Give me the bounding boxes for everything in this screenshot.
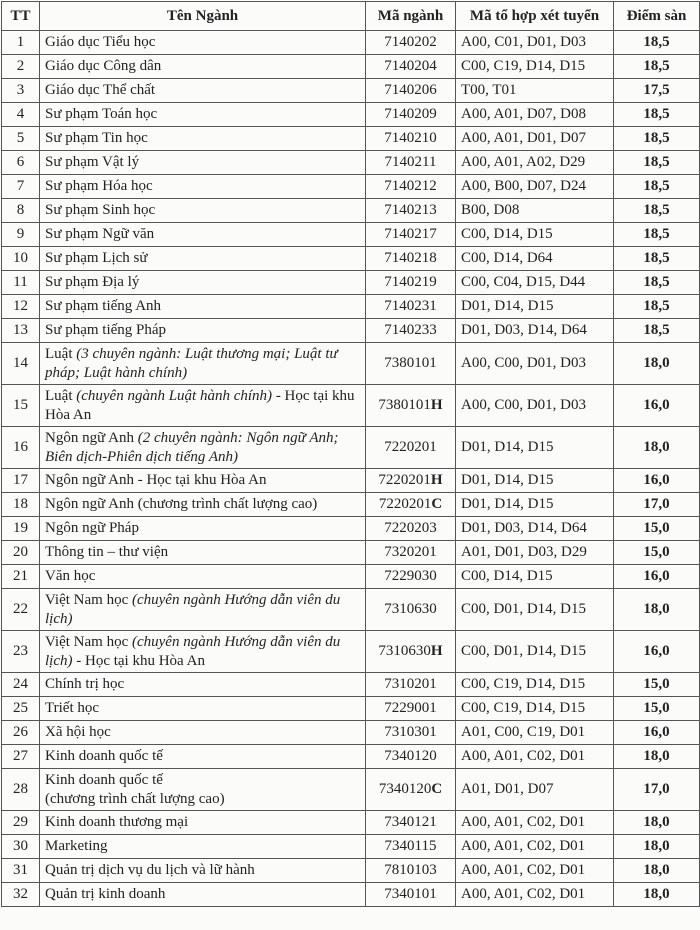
- major-code: 7229030: [384, 568, 437, 584]
- floor-score: 18,5: [614, 199, 700, 223]
- major-name-cell: [40, 631, 366, 673]
- floor-score: 18,5: [614, 31, 700, 55]
- row-number: 18: [2, 493, 40, 517]
- row-number: 7: [2, 175, 40, 199]
- subject-combination: A00, A01, C02, D01: [456, 745, 614, 769]
- major-code: 7340120: [378, 781, 432, 797]
- major-code-cell: [366, 493, 456, 517]
- floor-score: 16,0: [614, 565, 700, 589]
- major-name-cell: [40, 469, 366, 493]
- table-row: [2, 721, 700, 745]
- floor-score: 15,0: [614, 673, 700, 697]
- major-code-suffix: C: [431, 496, 443, 512]
- row-number: 15: [2, 385, 40, 427]
- major-name: Giáo dục Công dân: [45, 58, 162, 74]
- major-name: Ngôn ngữ Pháp: [45, 520, 139, 536]
- floor-score: 18,5: [614, 103, 700, 127]
- major-name: Ngôn ngữ Anh: [45, 429, 134, 446]
- floor-score: 18,0: [614, 835, 700, 859]
- subject-combination: A00, A01, A02, D29: [456, 151, 614, 175]
- major-name-cell: [40, 55, 366, 79]
- floor-score: 18,5: [614, 295, 700, 319]
- major-name-cell: [40, 127, 366, 151]
- row-number: 14: [2, 343, 40, 385]
- major-name: Thông tin – thư viện: [45, 544, 169, 560]
- floor-score: 18,5: [614, 223, 700, 247]
- major-code-cell: [366, 319, 456, 343]
- major-code: 7140212: [384, 178, 437, 194]
- major-code: 7380101: [384, 355, 437, 371]
- major-name: Sư phạm Ngữ văn: [45, 226, 155, 242]
- subject-combination: C00, D14, D64: [456, 247, 614, 271]
- major-name: Quản trị kinh doanh: [45, 886, 166, 902]
- floor-score: 17,5: [614, 79, 700, 103]
- row-number: 8: [2, 199, 40, 223]
- major-code: 7140218: [384, 250, 437, 266]
- subject-combination: C00, D01, D14, D15: [456, 631, 614, 673]
- subject-combination: A00, A01, C02, D01: [456, 859, 614, 883]
- major-name-cell: [40, 343, 366, 385]
- major-code-cell: [366, 55, 456, 79]
- major-code-cell: [366, 31, 456, 55]
- row-number: 1: [2, 31, 40, 55]
- floor-score: 17,0: [614, 769, 700, 811]
- major-code: 7140231: [384, 298, 437, 314]
- major-code: 7310630: [378, 643, 431, 659]
- header-tt: TT: [2, 2, 40, 31]
- major-name: Việt Nam học: [45, 591, 129, 608]
- major-name: Ngôn ngữ Anh (chương trình chất lượng cao): [45, 496, 318, 512]
- major-name: Sư phạm Vật lý: [45, 154, 140, 170]
- row-number: 9: [2, 223, 40, 247]
- table-row: [2, 127, 700, 151]
- row-number: 4: [2, 103, 40, 127]
- floor-score: 16,0: [614, 631, 700, 673]
- major-location: - Học tại khu Hòa An: [45, 387, 355, 423]
- header-major-code: Mã ngành: [366, 2, 456, 31]
- table-row: [2, 673, 700, 697]
- floor-score: 15,0: [614, 697, 700, 721]
- floor-score: 15,0: [614, 541, 700, 565]
- row-number: 5: [2, 127, 40, 151]
- subject-combination: D01, D14, D15: [456, 295, 614, 319]
- major-name-cell: [40, 673, 366, 697]
- major-code: 7220201: [384, 439, 437, 455]
- major-code: 7340101: [384, 886, 437, 902]
- floor-score: 16,0: [614, 721, 700, 745]
- major-name-cell: [40, 385, 366, 427]
- floor-score: 15,0: [614, 517, 700, 541]
- header-major-name: Tên Ngành: [40, 2, 366, 31]
- row-number: 13: [2, 319, 40, 343]
- major-code-cell: [366, 541, 456, 565]
- major-code-cell: [366, 385, 456, 427]
- table-row: [2, 835, 700, 859]
- table-row: [2, 493, 700, 517]
- major-code-suffix: H: [430, 472, 443, 488]
- floor-score: 18,5: [614, 319, 700, 343]
- major-code: 7220201: [378, 472, 431, 488]
- major-code: 7310301: [384, 724, 437, 740]
- major-code-suffix: H: [430, 643, 443, 659]
- major-name: Văn học: [45, 568, 96, 584]
- major-name: Triết học: [45, 700, 100, 716]
- major-code-cell: [366, 343, 456, 385]
- table-row: [2, 469, 700, 493]
- major-program: (chương trình chất lượng cao): [45, 790, 225, 807]
- major-code-cell: [366, 175, 456, 199]
- major-name-cell: [40, 295, 366, 319]
- subject-combination: A01, C00, C19, D01: [456, 721, 614, 745]
- major-name: Kinh doanh thương mại: [45, 814, 189, 830]
- floor-score: 18,0: [614, 811, 700, 835]
- major-name: Giáo dục Thể chất: [45, 82, 156, 98]
- major-name-cell: [40, 151, 366, 175]
- floor-score: 16,0: [614, 385, 700, 427]
- major-name-cell: [40, 721, 366, 745]
- major-code: 7140217: [384, 226, 437, 242]
- major-code-cell: [366, 151, 456, 175]
- row-number: 28: [2, 769, 40, 811]
- major-location: - Học tại khu Hòa An: [76, 652, 205, 669]
- table-row: [2, 631, 700, 673]
- major-code-cell: [366, 127, 456, 151]
- header-floor-score: Điểm sàn: [614, 2, 700, 31]
- row-number: 31: [2, 859, 40, 883]
- floor-score: 18,5: [614, 151, 700, 175]
- table-row: [2, 343, 700, 385]
- major-name: Sư phạm Địa lý: [45, 274, 140, 290]
- major-name-cell: [40, 247, 366, 271]
- major-name: Kinh doanh quốc tế: [45, 771, 163, 788]
- floor-score: 18,5: [614, 55, 700, 79]
- major-code-cell: [366, 223, 456, 247]
- major-name-cell: [40, 811, 366, 835]
- major-name: Kinh doanh quốc tế: [45, 748, 163, 764]
- major-note: (chuyên ngành Luật hành chính): [76, 387, 273, 404]
- table-row: [2, 79, 700, 103]
- major-name: Sư phạm tiếng Pháp: [45, 322, 167, 338]
- subject-combination: C00, C19, D14, D15: [456, 673, 614, 697]
- row-number: 25: [2, 697, 40, 721]
- major-code: 7310201: [384, 676, 437, 692]
- subject-combination: A00, A01, C02, D01: [456, 883, 614, 907]
- floor-score: 16,0: [614, 469, 700, 493]
- subject-combination: A00, A01, D01, D07: [456, 127, 614, 151]
- major-code: 7229001: [384, 700, 437, 716]
- major-name-cell: [40, 589, 366, 631]
- major-name: Luật: [45, 387, 73, 404]
- row-number: 12: [2, 295, 40, 319]
- table-row: [2, 319, 700, 343]
- table-row: [2, 565, 700, 589]
- row-number: 10: [2, 247, 40, 271]
- major-code: 7380101: [378, 397, 431, 413]
- row-number: 22: [2, 589, 40, 631]
- floor-score: 18,0: [614, 859, 700, 883]
- major-code: 7140211: [384, 154, 437, 170]
- major-name-cell: [40, 199, 366, 223]
- floor-score: 18,5: [614, 247, 700, 271]
- row-number: 19: [2, 517, 40, 541]
- subject-combination: D01, D14, D15: [456, 427, 614, 469]
- major-name: Sư phạm Tin học: [45, 130, 148, 146]
- major-name: Quản trị dịch vụ du lịch và lữ hành: [45, 862, 255, 878]
- row-number: 30: [2, 835, 40, 859]
- major-name: Việt Nam học: [45, 633, 129, 650]
- table-row: [2, 697, 700, 721]
- major-code-cell: [366, 427, 456, 469]
- subject-combination: A01, D01, D03, D29: [456, 541, 614, 565]
- major-code: 7340120: [384, 748, 437, 764]
- row-number: 21: [2, 565, 40, 589]
- row-number: 32: [2, 883, 40, 907]
- subject-combination: A01, D01, D07: [456, 769, 614, 811]
- table-row: [2, 745, 700, 769]
- major-note: (chuyên ngành Hướng dẫn viên du lịch): [45, 633, 341, 669]
- floor-score: 18,0: [614, 427, 700, 469]
- major-code: 7320201: [384, 544, 437, 560]
- major-note: (2 chuyên ngành: Ngôn ngữ Anh; Biên dịch-Phiên dịch tiếng Anh): [45, 429, 339, 465]
- subject-combination: C00, D14, D15: [456, 565, 614, 589]
- major-name-cell: [40, 175, 366, 199]
- floor-score: 18,5: [614, 127, 700, 151]
- major-name: Sư phạm Sinh học: [45, 202, 156, 218]
- major-code-cell: [366, 247, 456, 271]
- major-name-cell: [40, 223, 366, 247]
- major-name-cell: [40, 835, 366, 859]
- major-name: Sư phạm Lịch sử: [45, 250, 148, 266]
- subject-combination: A00, C00, D01, D03: [456, 343, 614, 385]
- table-row: [2, 385, 700, 427]
- header-row: [2, 2, 700, 31]
- row-number: 29: [2, 811, 40, 835]
- major-name-cell: [40, 565, 366, 589]
- major-code: 7140209: [384, 106, 437, 122]
- floor-score: 18,5: [614, 175, 700, 199]
- subject-combination: D01, D03, D14, D64: [456, 319, 614, 343]
- subject-combination: D01, D14, D15: [456, 469, 614, 493]
- major-code-cell: [366, 631, 456, 673]
- major-name-cell: [40, 103, 366, 127]
- major-name-cell: [40, 541, 366, 565]
- table-row: [2, 769, 700, 811]
- major-name-cell: [40, 31, 366, 55]
- table-row: [2, 427, 700, 469]
- major-code: 7220201: [378, 496, 432, 512]
- table-row: [2, 199, 700, 223]
- major-code-cell: [366, 721, 456, 745]
- major-code-cell: [366, 271, 456, 295]
- major-name-cell: [40, 427, 366, 469]
- subject-combination: A00, A01, C02, D01: [456, 835, 614, 859]
- floor-score: 18,0: [614, 883, 700, 907]
- row-number: 26: [2, 721, 40, 745]
- major-code-suffix: H: [430, 397, 443, 413]
- major-name-cell: [40, 319, 366, 343]
- major-name: Marketing: [45, 838, 108, 854]
- floor-score: 17,0: [614, 493, 700, 517]
- major-code-cell: [366, 673, 456, 697]
- major-name: Giáo dục Tiểu học: [45, 34, 156, 50]
- major-code-cell: [366, 697, 456, 721]
- major-code: 7140210: [384, 130, 437, 146]
- major-note: (3 chuyên ngành: Luật thương mại; Luật tư pháp; Luật hành chính): [45, 345, 338, 381]
- table-row: [2, 247, 700, 271]
- major-name-cell: [40, 769, 366, 811]
- major-code-suffix: C: [431, 781, 443, 797]
- subject-combination: A00, A01, D07, D08: [456, 103, 614, 127]
- table-row: [2, 31, 700, 55]
- row-number: 16: [2, 427, 40, 469]
- major-code: 7140233: [384, 322, 437, 338]
- subject-combination: D01, D14, D15: [456, 493, 614, 517]
- subject-combination: A00, A01, C02, D01: [456, 811, 614, 835]
- major-name: Sư phạm Hóa học: [45, 178, 153, 194]
- table-row: [2, 103, 700, 127]
- major-name: Ngôn ngữ Anh - Học tại khu Hòa An: [45, 472, 267, 488]
- major-code-cell: [366, 469, 456, 493]
- major-name-cell: [40, 517, 366, 541]
- major-code: 7140206: [384, 82, 437, 98]
- subject-combination: C00, C19, D14, D15: [456, 697, 614, 721]
- table-row: [2, 223, 700, 247]
- row-number: 20: [2, 541, 40, 565]
- major-code-cell: [366, 103, 456, 127]
- admission-score-table: [1, 1, 700, 907]
- table-row: [2, 517, 700, 541]
- table-row: [2, 55, 700, 79]
- major-code-cell: [366, 589, 456, 631]
- major-code-cell: [366, 565, 456, 589]
- major-name: Xã hội học: [45, 724, 111, 740]
- table-row: [2, 175, 700, 199]
- major-name-cell: [40, 493, 366, 517]
- major-code: 7220203: [384, 520, 437, 536]
- major-name: Chính trị học: [45, 676, 125, 692]
- row-number: 11: [2, 271, 40, 295]
- row-number: 2: [2, 55, 40, 79]
- floor-score: 18,5: [614, 271, 700, 295]
- table-row: [2, 883, 700, 907]
- major-name-cell: [40, 79, 366, 103]
- major-name-cell: [40, 697, 366, 721]
- subject-combination: B00, D08: [456, 199, 614, 223]
- row-number: 23: [2, 631, 40, 673]
- major-code: 7140219: [384, 274, 437, 290]
- major-code-cell: [366, 79, 456, 103]
- major-code-cell: [366, 517, 456, 541]
- table-row: [2, 271, 700, 295]
- major-code-cell: [366, 811, 456, 835]
- major-code: 7140202: [384, 34, 437, 50]
- major-code-cell: [366, 295, 456, 319]
- major-code: 7810103: [384, 862, 437, 878]
- major-code: 7140213: [384, 202, 437, 218]
- subject-combination: A00, C01, D01, D03: [456, 31, 614, 55]
- subject-combination: A00, C00, D01, D03: [456, 385, 614, 427]
- floor-score: 18,0: [614, 745, 700, 769]
- subject-combination: C00, C04, D15, D44: [456, 271, 614, 295]
- major-code-cell: [366, 835, 456, 859]
- subject-combination: C00, D01, D14, D15: [456, 589, 614, 631]
- header-subject-combination: Mã tổ hợp xét tuyển: [456, 2, 614, 31]
- table-row: [2, 859, 700, 883]
- floor-score: 18,0: [614, 589, 700, 631]
- row-number: 6: [2, 151, 40, 175]
- table-row: [2, 811, 700, 835]
- major-code-cell: [366, 199, 456, 223]
- major-name-cell: [40, 745, 366, 769]
- major-name: Sư phạm Toán học: [45, 106, 158, 122]
- subject-combination: A00, B00, D07, D24: [456, 175, 614, 199]
- table-row: [2, 295, 700, 319]
- major-code-cell: [366, 883, 456, 907]
- floor-score: 18,0: [614, 343, 700, 385]
- major-name-cell: [40, 883, 366, 907]
- major-code-cell: [366, 745, 456, 769]
- major-name: Sư phạm tiếng Anh: [45, 298, 162, 314]
- major-code: 7310630: [384, 601, 437, 617]
- subject-combination: C00, D14, D15: [456, 223, 614, 247]
- major-note: (chuyên ngành Hướng dẫn viên du lịch): [45, 591, 341, 627]
- subject-combination: T00, T01: [456, 79, 614, 103]
- row-number: 17: [2, 469, 40, 493]
- table-row: [2, 589, 700, 631]
- row-number: 27: [2, 745, 40, 769]
- row-number: 3: [2, 79, 40, 103]
- major-name: Luật: [45, 345, 73, 362]
- major-code: 7340121: [384, 814, 437, 830]
- row-number: 24: [2, 673, 40, 697]
- subject-combination: D01, D03, D14, D64: [456, 517, 614, 541]
- major-code-cell: [366, 769, 456, 811]
- major-name-cell: [40, 271, 366, 295]
- major-code: 7140204: [384, 58, 437, 74]
- major-code: 7340115: [384, 838, 437, 854]
- major-name-cell: [40, 859, 366, 883]
- table-row: [2, 151, 700, 175]
- subject-combination: C00, C19, D14, D15: [456, 55, 614, 79]
- table-row: [2, 541, 700, 565]
- major-code-cell: [366, 859, 456, 883]
